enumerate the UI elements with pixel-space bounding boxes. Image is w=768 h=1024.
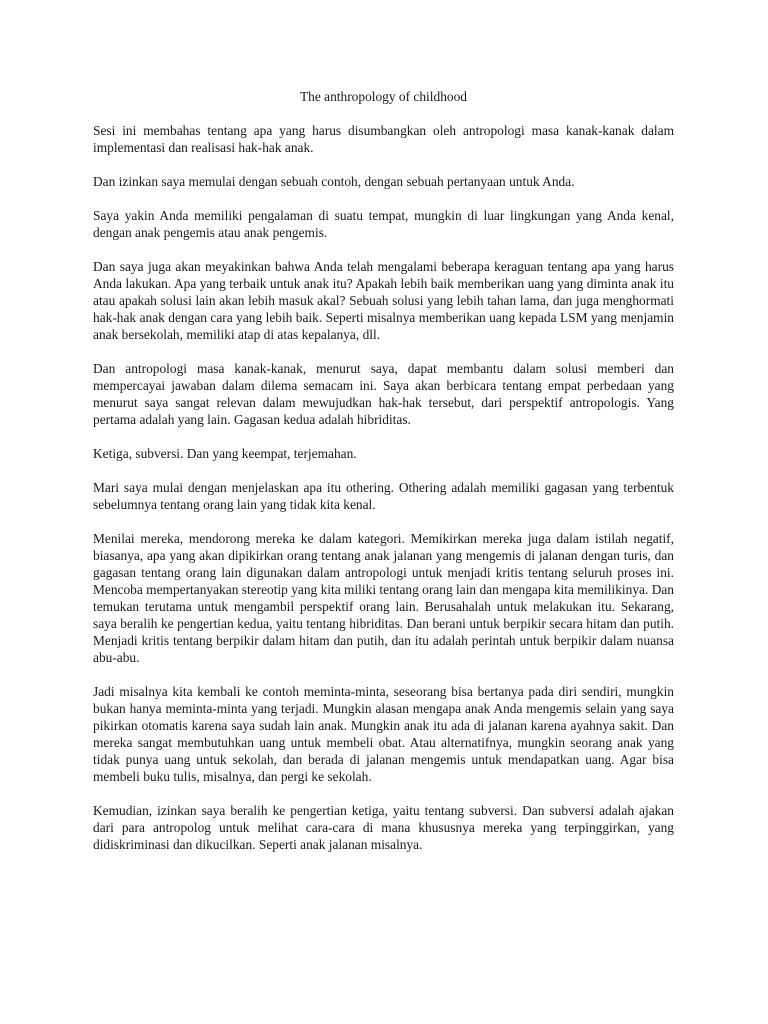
paragraph: Menilai mereka, mendorong mereka ke dalam kategori. Memikirkan mereka juga dalam istilah negatif, biasanya, apa yang akan dipikirkan orang tentang anak jalanan yang mengemis di jalanan dengan turis, dan gagasan tentang orang lain digunakan dalam antropologi untuk menjadi kritis tentang seluruh proses ini. Mencoba mempertanyakan stereotip yang kita miliki tentang orang lain dan mengapa kita memilikinya. Dan temukan terutama untuk mengambil perspektif orang lain. Berusahalah untuk melakukan itu. Sekarang, saya beralih ke pengertian kedua, yaitu tentang hibriditas. Dan berani untuk berpikir secara hitam dan putih. Menjadi kritis tentang berpikir dalam hitam dan putih, dan itu adalah perintah untuk berpikir dalam nuansa abu-abu. (93, 531, 674, 665)
paragraph: Dan izinkan saya memulai dengan sebuah contoh, dengan sebuah pertanyaan untuk Anda. (93, 174, 575, 189)
paragraph: Jadi misalnya kita kembali ke contoh meminta-minta, seseorang bisa bertanya pada diri sendiri, mungkin bukan hanya meminta-minta yang terjadi. Mungkin alasan mengapa anak Anda mengemis selain yang saya pikirkan otomatis karena saya sudah lain anak. Mungkin anak itu ada di jalanan karena ayahnya sakit. Dan mereka sangat membutuhkan uang untuk membeli obat. Atau alternatifnya, mungkin seorang anak yang tidak punya uang untuk sekolah, dan berada di jalanan mengemis untuk mendapatkan uang. Agar bisa membeli buku tulis, misalnya, dan pergi ke sekolah. (93, 684, 674, 784)
paragraph: Sesi ini membahas tentang apa yang harus disumbangkan oleh antropologi masa kanak-kanak dalam implementasi dan realisasi hak-hak anak. (93, 123, 674, 155)
document-body (93, 88, 674, 870)
paragraph: Ketiga, subversi. Dan yang keempat, terjemahan. (93, 446, 357, 461)
paragraph: Kemudian, izinkan saya beralih ke pengertian ketiga, yaitu tentang subversi. Dan subversi adalah ajakan dari para antropolog untuk melihat cara-cara di mana khususnya mereka yang terpinggirkan, yang didiskriminasi dan dikucilkan. Seperti anak jalanan misalnya. (93, 803, 674, 852)
document-title: The anthropology of childhood (300, 89, 467, 104)
paragraph: Dan antropologi masa kanak-kanak, menurut saya, dapat membantu dalam solusi memberi dan mempercayai jawaban dalam dilema semacam ini. Saya akan berbicara tentang empat perbedaan yang menurut saya sangat relevan dalam mewujudkan hak-hak tersebut, dari perspektif antropologis. Yang pertama adalah yang lain. Gagasan kedua adalah hibriditas. (93, 361, 674, 427)
paragraph: Dan saya juga akan meyakinkan bahwa Anda telah mengalami beberapa keraguan tentang apa yang harus Anda lakukan. Apa yang terbaik untuk anak itu? Apakah lebih baik memberikan uang yang diminta anak itu atau apakah solusi lain akan lebih masuk akal? Sebuah solusi yang lebih tahan lama, dan juga menghormati hak-hak anak dengan cara yang lebih baik. Seperti misalnya memberikan uang kepada LSM yang menjamin anak bersekolah, memiliki atap di atas kepalanya, dll. (93, 259, 674, 342)
paragraph: Saya yakin Anda memiliki pengalaman di suatu tempat, mungkin di luar lingkungan yang Anda kenal, dengan anak pengemis atau anak pengemis. (93, 208, 674, 240)
paragraph: Mari saya mulai dengan menjelaskan apa itu othering. Othering adalah memiliki gagasan yang terbentuk sebelumnya tentang orang lain yang tidak kita kenal. (93, 480, 674, 512)
